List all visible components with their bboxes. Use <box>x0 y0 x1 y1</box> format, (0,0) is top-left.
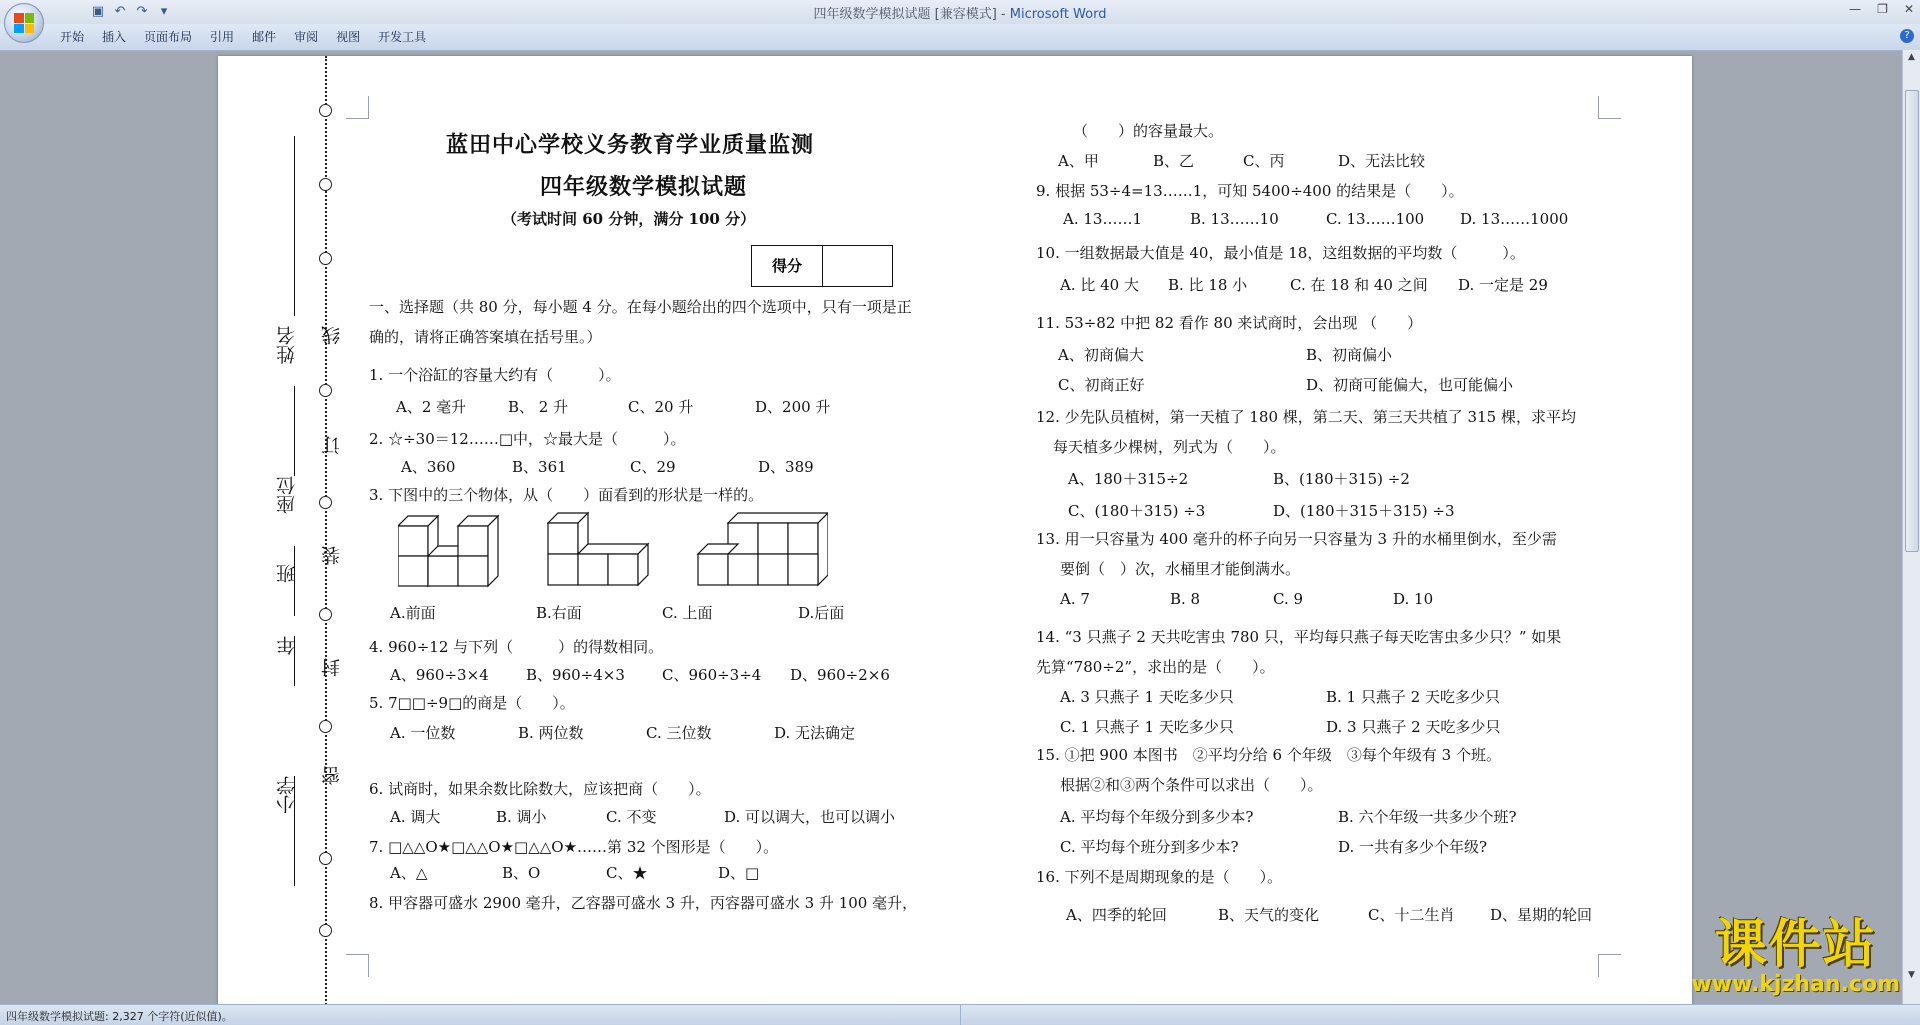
binding-label-mi: 密 <box>321 766 343 785</box>
q7-option-c: C、★ <box>606 864 648 882</box>
q4-option-d: D、960÷2×6 <box>790 666 890 684</box>
corner-mark <box>1598 954 1621 977</box>
binding-hole <box>319 252 332 265</box>
q5-option-d: D. 无法确定 <box>774 724 856 742</box>
brand-cn: 课件站 <box>1714 915 1877 975</box>
scroll-up-icon[interactable]: ▲ <box>1908 52 1915 62</box>
q15-option-a: A. 平均每个年级分到多少本? <box>1060 808 1254 826</box>
scroll-thumb[interactable] <box>1905 90 1919 552</box>
q11-option-d: D、初商可能偏大，也可能偏小 <box>1306 376 1514 394</box>
cube-figures <box>398 511 828 591</box>
q16-option-c: C、十二生肖 <box>1368 906 1455 924</box>
question-4: 4. 960÷12 与下列（ ）的得数相同。 <box>369 638 664 656</box>
corner-mark <box>346 954 369 977</box>
question-15-cont: 根据②和③两个条件可以求出（ ）。 <box>1060 776 1323 794</box>
question-13: 13. 用一只容量为 400 毫升的杯子向另一只容量为 3 升的水桶里倒水，至少需 <box>1036 530 1557 548</box>
office-button[interactable] <box>4 3 44 43</box>
q14-option-d: D. 3 只燕子 2 天吃多少只 <box>1326 718 1501 736</box>
name-underline <box>294 136 295 316</box>
label-name: 姓名 <box>276 326 298 364</box>
tab-view[interactable]: 视图 <box>336 30 361 44</box>
q6-option-a: A. 调大 <box>390 808 441 826</box>
q1-option-a: A、2 毫升 <box>396 398 467 416</box>
seat-underline <box>294 386 295 476</box>
scroll-down-icon[interactable]: ▼ <box>1908 970 1915 980</box>
window-controls <box>1849 2 1914 16</box>
q5-option-b: B. 两位数 <box>518 724 584 742</box>
binding-label-xian: 线 <box>321 326 343 345</box>
label-class: 班 <box>276 564 298 583</box>
label-grade: 年 <box>276 636 298 655</box>
q14-option-a: A. 3 只燕子 1 天吃多少只 <box>1060 688 1234 706</box>
kjzhan-watermark-logo <box>1691 915 1900 997</box>
q1-option-d: D、200 升 <box>755 398 831 416</box>
q8-option-b: B、乙 <box>1153 152 1195 170</box>
binding-hole <box>319 178 332 191</box>
q13-option-b: B. 8 <box>1170 590 1201 608</box>
q2-option-c: C、29 <box>630 458 676 476</box>
q9-option-b: B. 13……10 <box>1190 210 1279 228</box>
q7-option-d: D、□ <box>718 864 760 882</box>
q6-option-c: C. 不变 <box>606 808 657 826</box>
question-15: 15. ①把 900 本图书 ②平均分给 6 个年级 ③每个年级有 3 个班。 <box>1036 746 1501 764</box>
office-logo-icon <box>14 13 34 33</box>
tab-home[interactable]: 开始 <box>60 30 85 44</box>
q13-option-a: A. 7 <box>1060 590 1090 608</box>
cube-figure-1 <box>398 516 498 586</box>
q3-option-c: C. 上面 <box>662 604 713 622</box>
corner-mark <box>1598 96 1621 119</box>
window-title: 四年级数学模拟试题 [兼容模式] - Microsoft Word <box>813 7 1107 22</box>
binding-hole <box>319 496 332 509</box>
tab-insert[interactable]: 插入 <box>102 30 127 44</box>
customize-qat-icon[interactable]: ▾ <box>160 4 168 19</box>
q15-option-c: C. 平均每个班分到多少本? <box>1060 838 1239 856</box>
question-12: 12. 少先队员植树，第一天植了 180 棵，第二天、第三天共植了 315 棵，求平均 <box>1036 408 1576 426</box>
question-13-cont: 要倒（ ）次，水桶里才能倒满水。 <box>1060 560 1301 578</box>
save-icon[interactable]: ▣ <box>91 4 105 19</box>
score-value-cell[interactable] <box>823 246 892 286</box>
q11-option-a: A、初商偏大 <box>1058 346 1144 364</box>
q9-option-c: C. 13……100 <box>1326 210 1425 228</box>
q16-option-d: D、星期的轮回 <box>1490 906 1593 924</box>
question-8: 8. 甲容器可盛水 2900 毫升，乙容器可盛水 3 升，丙容器可盛水 3 升 100 毫升， <box>369 894 918 912</box>
label-seat: 座位 <box>276 476 298 514</box>
question-16: 16. 下列不是周期现象的是（ ）。 <box>1036 868 1283 886</box>
tab-page-layout[interactable]: 页面布局 <box>144 30 193 44</box>
close-button[interactable]: ✕ <box>1903 2 1914 16</box>
exam-info: （考试时间 60 分钟，满分 100 分） <box>502 210 756 228</box>
q13-option-c: C. 9 <box>1273 590 1304 608</box>
q10-option-a: A. 比 40 大 <box>1060 276 1139 294</box>
tab-developer[interactable]: 开发工具 <box>378 30 427 44</box>
question-14-cont: 先算“780÷2”，求出的是（ ）。 <box>1036 658 1275 676</box>
q13-option-d: D. 10 <box>1393 590 1434 608</box>
q3-option-d: D.后面 <box>798 604 845 622</box>
q7-option-a: A、△ <box>390 864 428 882</box>
question-2: 2. ☆÷30＝12……□中，☆最大是（ ）。 <box>369 430 686 448</box>
section-1-heading-cont: 确的，请将正确答案填在括号里。） <box>369 328 602 346</box>
q8-option-a: A、甲 <box>1058 152 1099 170</box>
title-bar <box>0 0 1920 24</box>
q12-option-b: B、(180＋315) ÷2 <box>1273 470 1410 488</box>
binding-hole <box>319 924 332 937</box>
binding-hole <box>319 384 332 397</box>
q4-option-b: B、960÷4×3 <box>526 666 625 684</box>
q10-option-b: B. 比 18 小 <box>1168 276 1248 294</box>
document-page[interactable] <box>218 56 1692 1005</box>
binding-hole <box>319 104 332 117</box>
q14-option-b: B. 1 只燕子 2 天吃多少只 <box>1326 688 1500 706</box>
status-divider <box>960 1005 961 1025</box>
undo-icon[interactable]: ↶ <box>114 4 126 19</box>
q3-option-b: B.右面 <box>536 604 582 622</box>
question-8-cont: （ ）的容量最大。 <box>1073 122 1224 140</box>
help-icon[interactable]: ? <box>1900 29 1914 43</box>
q2-option-a: A、360 <box>401 458 456 476</box>
question-10: 10. 一组数据最大值是 40，最小值是 18，这组数据的平均数（ ）。 <box>1036 244 1525 262</box>
section-1-heading: 一、选择题（共 80 分，每小题 4 分。在每小题给出的四个选项中，只有一项是正 <box>369 298 912 316</box>
question-12-cont: 每天植多少棵树，列式为（ ）。 <box>1053 438 1286 456</box>
q2-option-b: B、361 <box>512 458 567 476</box>
q4-option-a: A、960÷3×4 <box>390 666 489 684</box>
q6-option-d: D. 可以调大，也可以调小 <box>724 808 896 826</box>
q1-option-b: B、 2 升 <box>508 398 569 416</box>
cube-figure-3 <box>698 513 828 585</box>
q8-option-c: C、丙 <box>1243 152 1285 170</box>
q11-option-b: B、初商偏小 <box>1306 346 1393 364</box>
q16-option-a: A、四季的轮回 <box>1066 906 1167 924</box>
question-14: 14. “3 只燕子 2 天共吃害虫 780 只，平均每只燕子每天吃害虫多少只？” 如果 <box>1036 628 1562 646</box>
question-11: 11. 53÷82 中把 82 看作 80 来试商时，会出现 （ ） <box>1036 314 1423 332</box>
brand-url: www.kjzhan.com <box>1691 972 1900 997</box>
tab-review[interactable]: 审阅 <box>294 30 319 44</box>
vertical-scrollbar[interactable] <box>1902 50 1920 1005</box>
label-school: 小学 <box>276 776 298 814</box>
q9-option-a: A. 13……1 <box>1063 210 1142 228</box>
question-9: 9. 根据 53÷4=13……1，可知 5400÷400 的结果是（ ）。 <box>1036 182 1464 200</box>
ribbon-tabs <box>58 29 442 45</box>
q15-option-b: B. 六个年级一共多少个班? <box>1338 808 1517 826</box>
tab-mailings[interactable]: 邮件 <box>252 30 277 44</box>
q11-option-c: C、初商正好 <box>1058 376 1145 394</box>
school-title: 蓝田中心学校义务教育学业质量监测 <box>446 132 815 158</box>
q5-option-a: A. 一位数 <box>390 724 456 742</box>
q5-option-c: C. 三位数 <box>646 724 712 742</box>
q12-option-d: D、(180＋315＋315) ÷3 <box>1273 502 1455 520</box>
q3-option-a: A.前面 <box>390 604 436 622</box>
status-text: 四年级数学模拟试题: 2,327 个字符(近似值)。 <box>6 1010 233 1023</box>
quick-access-toolbar <box>50 4 172 20</box>
minimize-button[interactable]: — <box>1849 2 1862 16</box>
q6-option-b: B. 调小 <box>496 808 547 826</box>
q12-option-c: C、(180＋315) ÷3 <box>1068 502 1206 520</box>
score-box <box>751 245 893 287</box>
q1-option-c: C、20 升 <box>628 398 694 416</box>
tab-references[interactable]: 引用 <box>210 30 235 44</box>
question-1: 1. 一个浴缸的容量大约有（ ）。 <box>369 366 621 384</box>
q12-option-a: A、180＋315÷2 <box>1068 470 1189 488</box>
q15-option-d: D. 一共有多少个年级? <box>1338 838 1488 856</box>
score-label: 得分 <box>752 246 823 286</box>
corner-mark <box>346 96 369 119</box>
binding-hole <box>319 608 332 621</box>
cube-figure-2 <box>548 513 648 585</box>
q14-option-c: C. 1 只燕子 1 天吃多少只 <box>1060 718 1234 736</box>
binding-hole <box>319 852 332 865</box>
q10-option-d: D. 一定是 29 <box>1458 276 1548 294</box>
q16-option-b: B、天气的变化 <box>1218 906 1320 924</box>
maximize-button[interactable]: ❐ <box>1877 2 1888 16</box>
status-bar <box>0 1004 1920 1025</box>
q7-option-b: B、O <box>502 864 541 882</box>
binding-label-ding: 订 <box>321 436 343 455</box>
binding-hole <box>319 720 332 733</box>
binding-label-feng: 封 <box>321 658 343 677</box>
q2-option-d: D、389 <box>758 458 814 476</box>
exam-title: 四年级数学模拟试题 <box>540 174 748 200</box>
q8-option-d: D、无法比较 <box>1338 152 1426 170</box>
q9-option-d: D. 13……1000 <box>1460 210 1569 228</box>
question-6: 6. 试商时，如果余数比除数大，应该把商（ ）。 <box>369 780 711 798</box>
question-5: 5. 7□□÷9□的商是（ ）。 <box>369 694 575 712</box>
q10-option-c: C. 在 18 和 40 之间 <box>1290 276 1428 294</box>
redo-icon[interactable]: ↷ <box>136 4 148 19</box>
ribbon <box>0 24 1920 51</box>
question-3: 3. 下图中的三个物体，从（ ）面看到的形状是一样的。 <box>369 486 764 504</box>
binding-label-zhuang: 装 <box>321 546 343 565</box>
q4-option-c: C、960÷3÷4 <box>662 666 762 684</box>
question-7: 7. □△△O★□△△O★□△△O★……第 32 个图形是（ ）。 <box>369 838 779 856</box>
